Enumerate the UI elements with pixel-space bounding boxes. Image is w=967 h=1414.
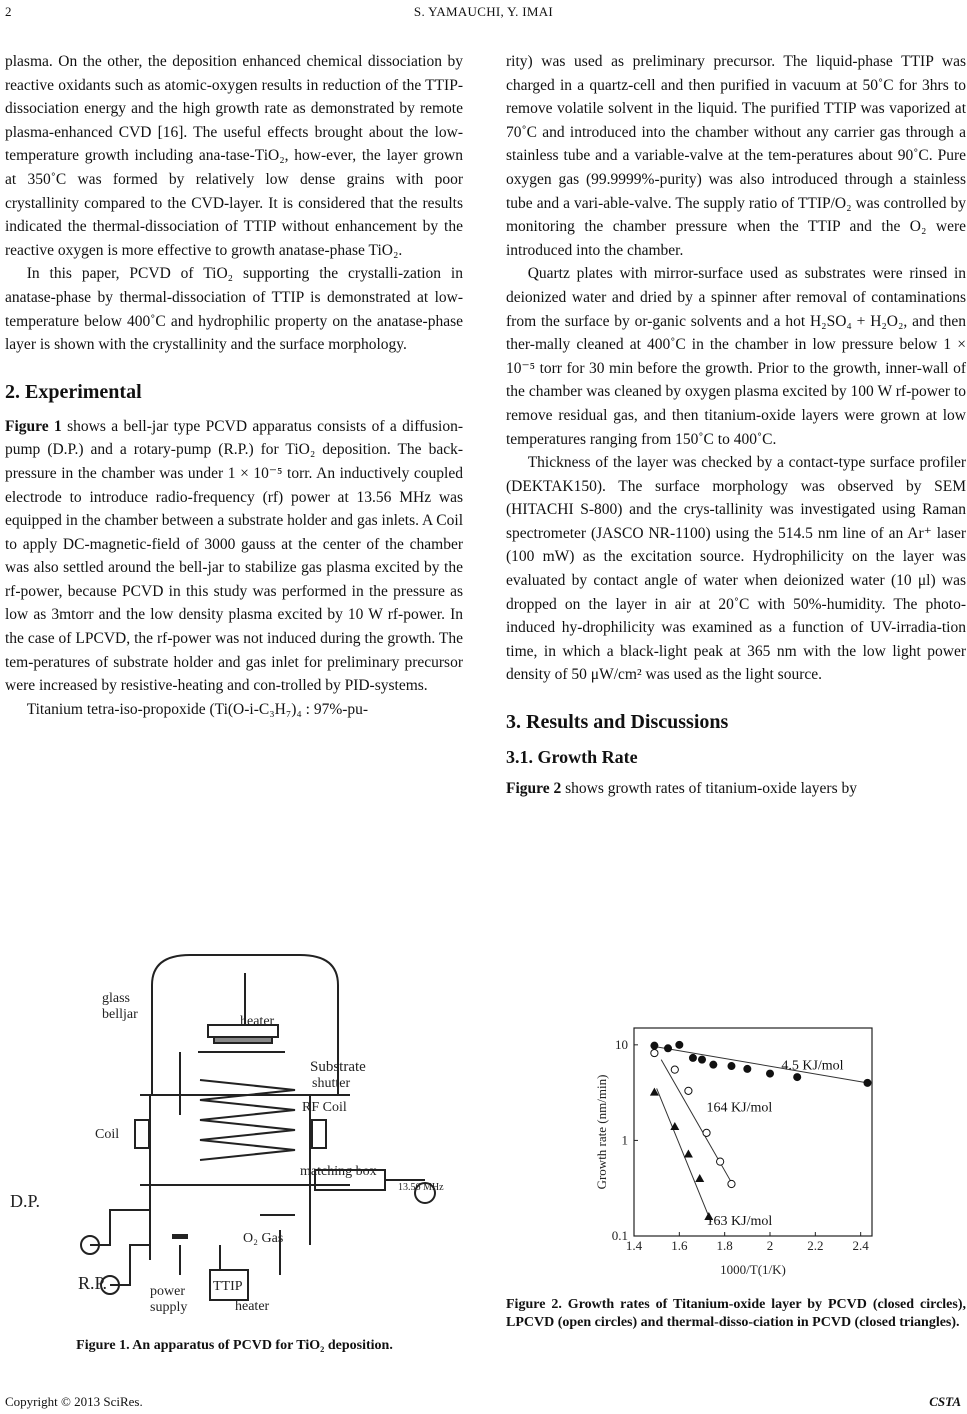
x-tick-label: 1.6 — [671, 1238, 688, 1253]
annotation: 163 KJ/mol — [706, 1214, 773, 1230]
x-tick-label: 2.4 — [852, 1238, 869, 1253]
right-column — [506, 50, 966, 801]
section-heading-experimental: 2. Experimental — [5, 380, 142, 403]
paragraph: Thickness of the layer was checked by a contact-type surface profiler (DEKTAK150). The surface morphology was observed by SEM (HITACHI S-800) and the crys-tallinity was investigated using Raman spectrometer (JASCO NR-1100) using the 514.5 nm line of an Ar⁺ laser (100 mW) as the excitation source. Hydrophilicity on the layer was evaluated by contact angle of water when deionized water (10 μl) was dropped on the layer in air at 20˚C with 50%-humidity. The photo-induced hy-drophilicity was examined as a function of UV-irradia-tion time, in which a black-light peak at 365 nm with the low light power density of 50 μW/cm² was used as the light source. — [506, 454, 966, 684]
label-supply: supply — [150, 1300, 188, 1315]
growth-rate-chart — [594, 1022, 876, 1284]
label-ttip: TTIP — [213, 1279, 243, 1294]
copyright: Copyright © 2013 SciRes. — [5, 1394, 143, 1409]
paragraph: Titanium tetra-iso-propoxide (Ti(O-i-C₃H₇)₄ : 97%-pu- — [26, 700, 369, 718]
data-point-lpcvd — [703, 1129, 710, 1136]
label-matching-box: matching box — [300, 1164, 377, 1179]
data-point-pcvd — [863, 1079, 871, 1087]
annotation: 164 KJ/mol — [706, 1100, 773, 1116]
left-column — [5, 50, 463, 721]
label-rp: R.P. — [78, 1273, 108, 1293]
data-point-lpcvd — [671, 1066, 678, 1073]
pcvd-apparatus-diagram — [10, 945, 460, 1325]
x-tick-label: 1.4 — [625, 1238, 643, 1253]
paragraph: Quartz plates with mirror-surface used as substrates were rinsed in deionized water and dried by a spinner after removal of contaminations from the surface by or-ganic solvents and a hot H₂SO₄ + H₂O₂, and then ther-mally cleaned at 400˚C in the chamber in low pressure below 1 × 10⁻⁵ torr for 30 min before the growth. Prior to the growth, inner-wall of the chamber was cleaned by oxygen plasma excited by 100 W rf-power to remove residual gas, and then titanium-oxide layers were grown at low temperatures ranging from 150˚C to 400˚C. — [506, 265, 966, 448]
label-frequency: 13.56 MHz — [398, 1182, 444, 1193]
paragraph: rity) was used as preliminary precursor. The liquid-phase TTIP was charged in a quartz-cell and then purified in vacuum at 50˚C for 3hrs to remove volatile solvent in the liquid. The purified TTIP was vaporized at 70˚C and introduced into the chamber without any carrier gas through a stainless tube and a variable-valve at the tem-peratures about 90˚C. Pure oxygen gas (99.9999%-purity) was also introduced through a stainless tube and a vari-able-valve. The supply ratio of TTIP/O₂ was controlled by monitoring the chamber pressure when the TTIP and the O₂ were introduced into the chamber. — [506, 53, 966, 259]
data-point-pcvd — [689, 1054, 697, 1062]
fit-line-thermal — [657, 1088, 711, 1222]
label-o2-gas: O₂ Gas — [243, 1231, 284, 1246]
data-point-lpcvd — [717, 1158, 724, 1165]
label-glass: glass — [102, 991, 130, 1006]
x-tick-label: 2 — [766, 1238, 774, 1253]
label-rf-coil: RF Coil — [302, 1100, 347, 1115]
paragraph: plasma. On the other, the deposition enhanced chemical dissociation by reactive oxidants such as atomic-oxygen results in reduction of the TTIP-dissociation energy and the high growth rate as demonstrated by remote plasma-enhanced CVD [16]. The useful effects brought about the low-temperature growth including ana-tase-TiO₂, how-ever, the layer grown at 350˚C was formed by relatively low dense grains with poor crystallinity compared to the CVD-layer. It is considered that the results indicated the thermal-dissociation of TTIP without enhancement by the reactive oxygen is more effective to growth anatase-phase TiO₂. — [5, 53, 463, 259]
label-heater-top: heater — [240, 1014, 275, 1029]
paragraph: In this paper, PCVD of TiO₂ supporting the crystalli-zation in anatase-phase by thermal-dissociation of TTIP is demonstrated at low-temperature below 400˚C and hydrophilic property on the anatase-phase layer is shown with the crystallinity and the surface morphology. — [5, 265, 463, 354]
y-tick-label: 0.1 — [611, 1228, 628, 1243]
paragraph-text: shows growth rates of titanium-oxide layers by — [561, 780, 857, 798]
running-header — [0, 4, 967, 26]
annotation: 4.5 KJ/mol — [781, 1058, 844, 1074]
paragraph — [5, 415, 463, 698]
data-point-pcvd — [650, 1042, 658, 1050]
journal-abbr: CSTA — [929, 1394, 961, 1409]
data-point-pcvd — [766, 1070, 774, 1078]
data-point-thermal — [684, 1150, 693, 1158]
y-tick-label: 10 — [615, 1036, 628, 1052]
figure-2-caption: Figure 2. Growth rates of Titanium-oxide layer by PCVD (closed circles), LPCVD (open circles) and thermal-disso-ciation in PCVD (closed triangles). — [506, 1297, 966, 1330]
data-point-pcvd — [793, 1073, 801, 1081]
data-point-pcvd — [743, 1065, 751, 1073]
label-shutter: shutter — [312, 1076, 351, 1091]
data-point-lpcvd — [685, 1087, 692, 1094]
fit-line-lpcvd — [661, 1060, 734, 1187]
section-heading-results: 3. Results and Discussions — [506, 711, 729, 734]
label-power: power — [150, 1284, 185, 1299]
x-axis-label: 1000/T(1/K) — [720, 1262, 786, 1277]
data-point-pcvd — [664, 1044, 672, 1052]
label-substrate: Substrate — [310, 1059, 366, 1075]
y-axis-label: Growth rate (nm/min) — [594, 1074, 609, 1190]
data-point-thermal — [695, 1174, 704, 1182]
rf-coil-shape — [200, 1080, 295, 1160]
figure-ref: Figure 1 — [5, 417, 62, 435]
paragraph-text: shows a bell-jar type PCVD apparatus consists of a diffusion-pump (D.P.) and a rotary-pump (R.P.) for TiO₂ deposition. The back-pressure in the chamber was under 1 × 10⁻⁵ torr. An inductively coupled electrode to introduce radio-frequency (rf) power at 13.56 MHz was equipped in the chamber between a substrate holder and gas inlets. A Coil to apply DC-magnetic-field of 3000 gauss at the center of the chamber was also settled around the bell-jar to stabilize gas plasma excited by the rf-power, because PCVD in this study was performed in the pressure as low as 3mtorr and the low density plasma excited by 10 W rf-power. In the case of LPCVD, the rf-power was not induced during the growth. The tem-peratures of substrate holder and gas inlet for preliminary precursor were increased by resistive-heating and con-trolled by PID-systems. — [5, 417, 463, 695]
figure-1-caption: Figure 1. An apparatus of PCVD for TiO₂ deposition. — [76, 1338, 393, 1353]
data-point-lpcvd — [728, 1180, 735, 1187]
running-authors: S. YAMAUCHI, Y. IMAI — [413, 4, 554, 19]
data-point-pcvd — [698, 1056, 706, 1064]
subsection-heading-growth-rate: 3.1. Growth Rate — [506, 747, 638, 768]
y-tick-label: 1 — [621, 1132, 628, 1148]
x-tick-label: 1.8 — [716, 1238, 733, 1253]
label-belljar: belljar — [102, 1007, 138, 1022]
paragraph — [506, 777, 966, 801]
label-dp: D.P. — [10, 1191, 41, 1211]
data-point-pcvd — [675, 1041, 683, 1049]
label-heater-bottom: heater — [235, 1299, 270, 1314]
label-coil: Coil — [95, 1127, 120, 1142]
page-number: 2 — [5, 4, 12, 19]
data-point-pcvd — [727, 1062, 735, 1070]
x-tick-label: 2.2 — [807, 1238, 824, 1253]
data-point-lpcvd — [651, 1049, 658, 1056]
figure-ref: Figure 2 — [506, 780, 562, 798]
data-point-pcvd — [709, 1061, 717, 1069]
